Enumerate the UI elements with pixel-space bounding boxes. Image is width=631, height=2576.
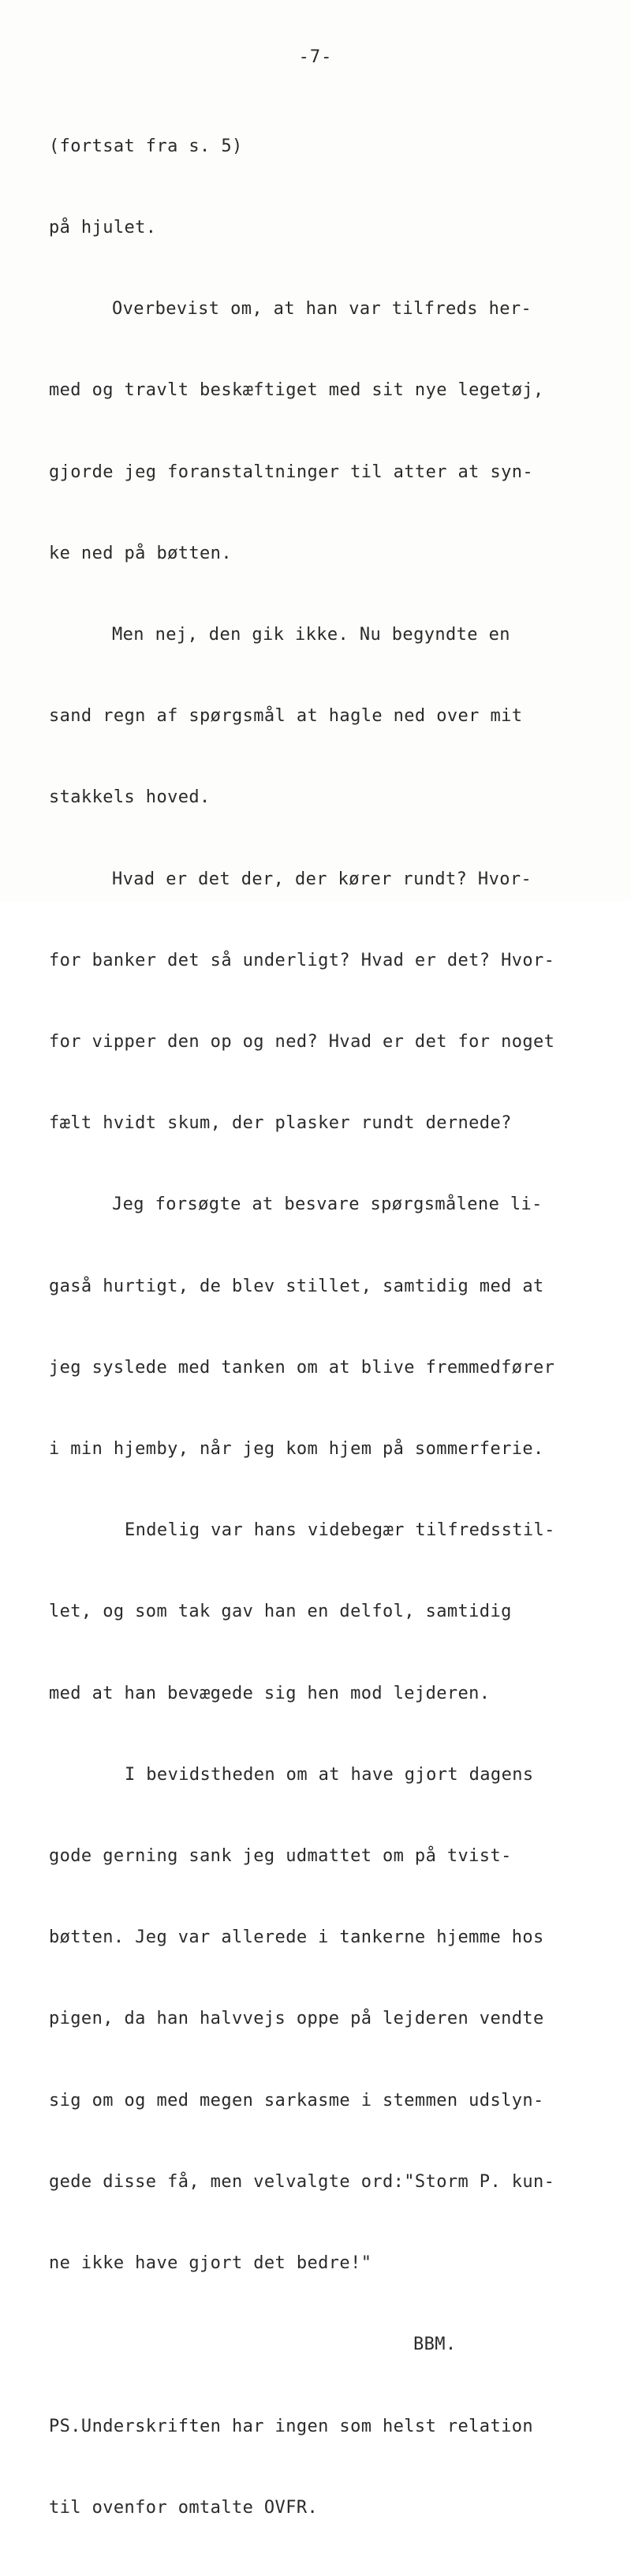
text-line: sand regn af spørgsmål at hagle ned over mit (49, 706, 523, 727)
text-line: bøtten. Jeg var allerede i tankerne hjemme hos (49, 1927, 544, 1948)
text-line: med at han bevægede sig hen mod lejderen. (49, 1683, 491, 1703)
text-line: for banker det så underligt? Hvad er det? Hvor- (49, 950, 555, 970)
text-line: (fortsat fra s. 5) (49, 136, 243, 156)
text-line: let, og som tak gav han en delfol, samtidig (49, 1602, 512, 1622)
text-line: pigen, da han halvvejs oppe på lejderen vendte (49, 2009, 544, 2029)
text-line: I bevidstheden om at have gjort dagens (125, 1764, 534, 1785)
text-line: i min hjemby, når jeg kom hjem på sommerferie. (49, 1439, 544, 1460)
text-line: på hjulet. (49, 218, 157, 238)
body-text (49, 79, 601, 2576)
text-line: sig om og med megen sarkasme i stemmen udslyn- (49, 2090, 544, 2111)
text-line: Men nej, den gik ikke. Nu begyndte en (112, 625, 510, 645)
text-line: gede disse få, men velvalgte ord:"Storm P. kun- (49, 2171, 555, 2192)
text-line: ne ikke have gjort det bedre!" (49, 2253, 372, 2274)
text-line: Endelig var hans videbegær tilfredsstil- (125, 1520, 555, 1541)
text-line: Hvad er det der, der kører rundt? Hvor- (112, 869, 532, 889)
postscript-line: PS.Underskriften har ingen som helst relation (49, 2416, 534, 2436)
text-line: gode gerning sank jeg udmattet om på tvist- (49, 1846, 512, 1867)
page-number: -7- (298, 47, 333, 67)
text-line: for vipper den op og ned? Hvad er det for noget (49, 1032, 555, 1052)
postscript-line: til ovenfor omtalte OVFR. (49, 2497, 319, 2518)
text-line: med og travlt beskæftiget med sit nye legetøj, (49, 380, 544, 401)
text-line: jeg syslede med tanken om at blive fremmedfører (49, 1357, 555, 1378)
signature-initials: BBM. (413, 2335, 457, 2355)
text-line: gjorde jeg foranstaltninger til atter at syn- (49, 462, 534, 482)
text-line: ke ned på bøtten. (49, 543, 232, 563)
text-line: Overbevist om, at han var tilfreds her- (112, 299, 532, 320)
text-line: gaså hurtigt, de blev stillet, samtidig med at (49, 1276, 544, 1296)
text-line: fælt hvidt skum, der plasker rundt dernede? (49, 1113, 512, 1134)
text-line: Jeg forsøgte at besvare spørgsmålene li- (112, 1195, 543, 1215)
text-line: stakkels hoved. (49, 787, 211, 808)
